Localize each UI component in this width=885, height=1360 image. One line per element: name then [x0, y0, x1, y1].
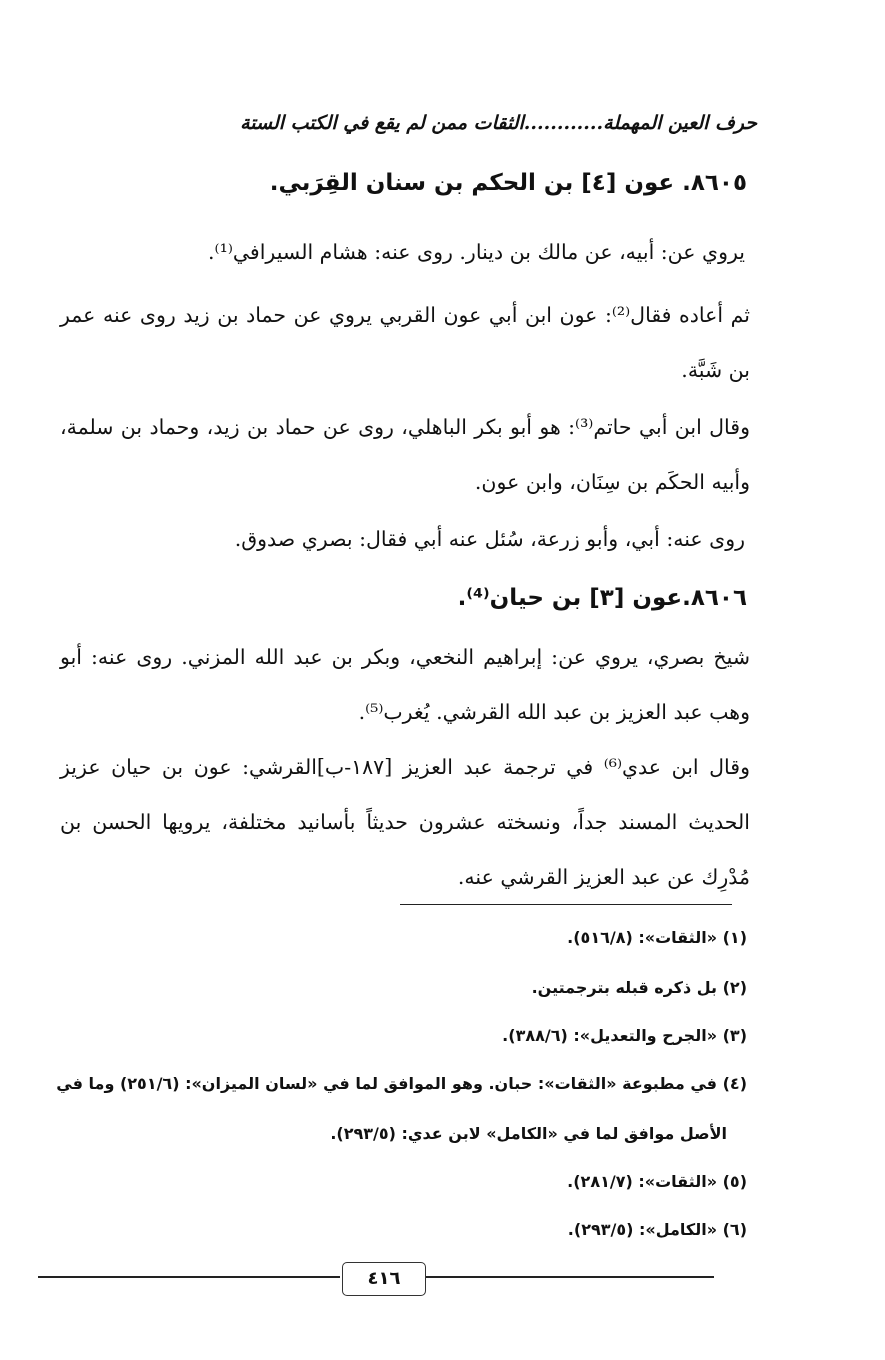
entry-heading-8605: ٨٦٠٥. عون [٤] بن الحكم بن سنان القِرَبي. — [269, 170, 747, 196]
running-header: حرف العين المهملة............الثقات ممن لم يقع في الكتب الستة — [240, 112, 757, 134]
paragraph: يروي عن: أبيه، عن مالك بن دينار. روى عنه: هشام السيرافي⁽¹⁾. — [208, 240, 745, 264]
paragraph: روى عنه: أبي، وأبو زرعة، سُئل عنه أبي فقال: بصري صدوق. — [234, 527, 745, 551]
footnote-6: (٦) «الكامل»: (٢٩٣/٥). — [567, 1220, 747, 1239]
page-number: ٤١٦ — [342, 1262, 426, 1296]
footnote-4-continued: الأصل موافق لما في «الكامل» لابن عدي: (٢٩٣/٥). — [330, 1124, 727, 1143]
paragraph: شيخ بصري، يروي عن: إبراهيم النخعي، وبكر بن عبد الله المزني. روى عنه: أبو وهب عبد العزيز بن عبد الله القرشي. يُغرب⁽⁵⁾. — [60, 645, 750, 724]
footnote-4: (٤) في مطبوعة «الثقات»: حبان. وهو الموافق لما في «لسان الميزان»: (٢٥١/٦) وما في — [56, 1074, 747, 1093]
paragraph: وقال ابن أبي حاتم⁽³⁾: هو أبو بكر الباهلي، روى عن حماد بن زيد، وحماد بن سلمة، وأبيه الحكَم بن سِنَان، وابن عون. — [60, 415, 750, 494]
footer-rule-left — [38, 1276, 340, 1278]
footnote-divider — [400, 904, 732, 905]
paragraph: وقال ابن عدي⁽⁶⁾ في ترجمة عبد العزيز [١٨٧-ب]القرشي: عون بن حيان عزيز الحديث المسند جداً، ونسخته عشرون حديثاً بأسانيد مختلفة، يرويها الحسن بن مُدْرِك عن عبد العزيز القرشي عنه. — [60, 755, 750, 889]
footnote-1: (١) «الثقات»: (٥١٦/٨). — [567, 928, 747, 947]
footnote-5: (٥) «الثقات»: (٢٨١/٧). — [567, 1172, 747, 1191]
entry-heading-8606: ٨٦٠٦.عون [٣] بن حيان⁽⁴⁾. — [457, 585, 747, 611]
paragraph: ثم أعاده فقال⁽²⁾: عون ابن أبي عون القربي يروي عن حماد بن زيد روى عنه عمر بن شَبَّة. — [60, 303, 750, 382]
footnote-2: (٢) بل ذكره قبله بترجمتين. — [531, 978, 747, 997]
footnote-3: (٣) «الجرح والتعديل»: (٣٨٨/٦). — [502, 1026, 747, 1045]
footer-rule-right — [426, 1276, 714, 1278]
